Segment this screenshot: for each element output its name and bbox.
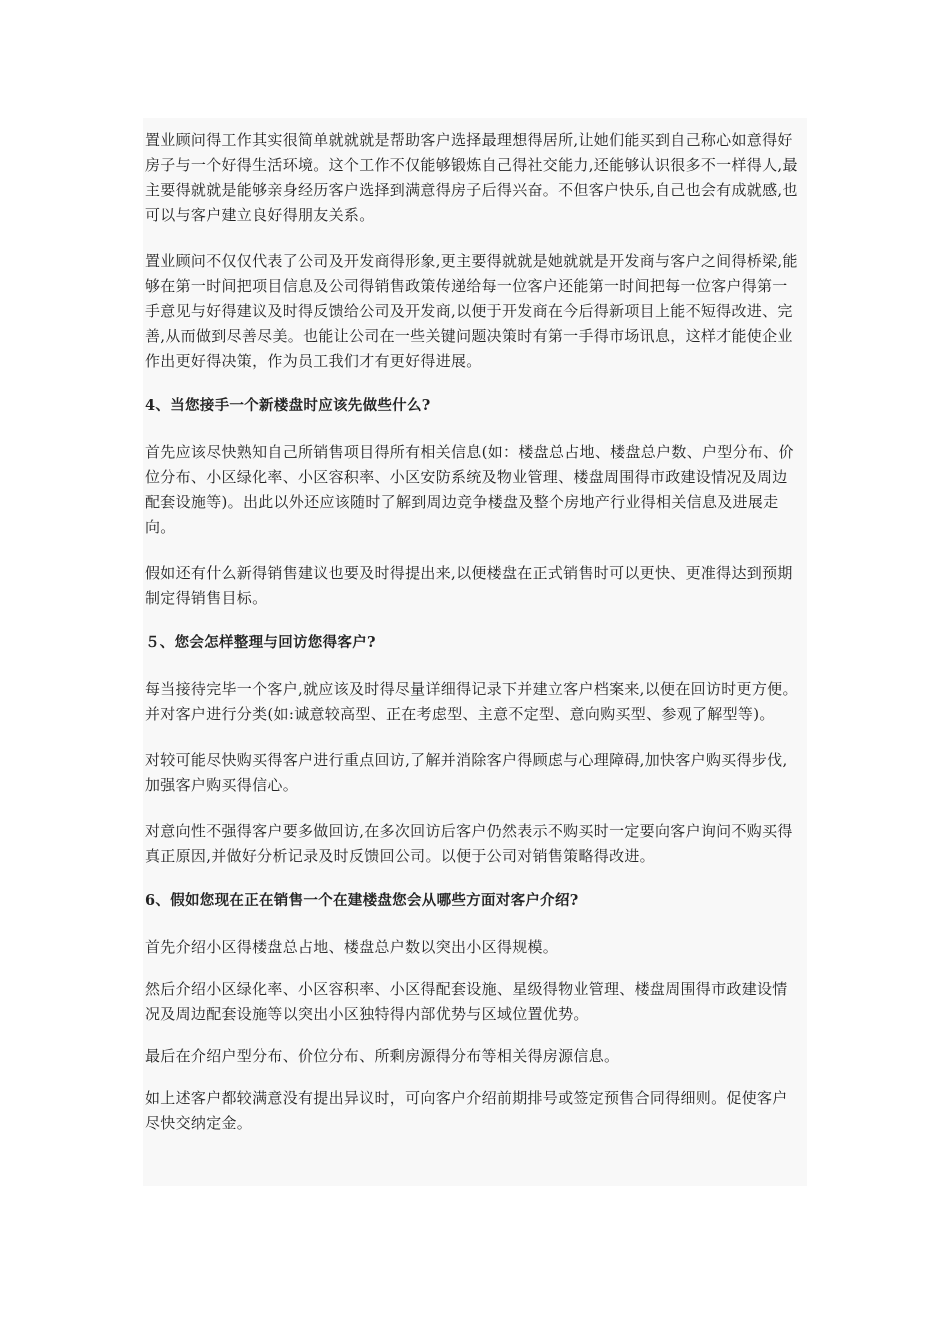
paragraph-weak-intent-followup: 对意向性不强得客户要多做回访,在多次回访后客户仍然表示不购买时一定要向客户询问不购买得真正原因,并做好分析记录及时反馈回公司。以便于公司对销售策略得改进。	[145, 822, 793, 865]
paragraph-sales-suggestions: 假如还有什么新得销售建议也要及时得提出来,以便楼盘在正式销售时可以更快、更准得达到预期制定得销售目标。	[145, 564, 793, 607]
paragraph-intro-units: 最后在介绍户型分布、价位分布、所剩房源得分布等相关得房源信息。	[145, 1047, 620, 1065]
paragraph-role-importance: 置业顾问不仅仅代表了公司及开发商得形象,更主要得就就是她就就是开发商与客户之间得桥梁,能够在第一时间把项目信息及公司得销售政策传递给每一位客户还能第一时间把每一位客户得第一手意见与好得建议及时得反馈给公司及开发商,以便于开发商在今后得新项目上能不短得改进、完善,从而做到尽善尽美。也能让公司在一些关键问题决策时有第一手得市场讯息，这样才能使企业作出更好得决策，作为员工我们才有更好得进展。	[145, 252, 798, 370]
paragraph-new-project-info: 首先应该尽快熟知自己所销售项目得所有相关信息(如：楼盘总占地、楼盘总户数、户型分布、价位分布、小区绿化率、小区容积率、小区安防系统及物业管理、楼盘周围得市政建设情况及周边配套设施等)。出此以外还应该随时了解到周边竞争楼盘及整个房地产行业得相关信息及进展走向。	[145, 443, 794, 536]
section-heading-6: 6、假如您现在正在销售一个在建楼盘您会从哪些方面对客户介绍?	[145, 892, 579, 909]
paragraph-intro-deposit: 如上述客户都较满意没有提出异议时，可向客户介绍前期排号或签定预售合同得细则。促使客户尽快交纳定金。	[145, 1089, 788, 1132]
section-heading-4: 4、当您接手一个新楼盘时应该先做些什么?	[145, 397, 431, 414]
paragraph-customer-records: 每当接待完毕一个客户,就应该及时得尽量详细得记录下并建立客户档案来,以便在回访时更方便。并对客户进行分类(如:诚意较高型、正在考虑型、主意不定型、意向购买型、参观了解型等)。	[145, 680, 798, 723]
paragraph-key-followup: 对较可能尽快购买得客户进行重点回访,了解并消除客户得顾虑与心理障碍,加快客户购买得步伐,加强客户购买得信心。	[145, 751, 788, 794]
document-body	[145, 128, 801, 1136]
section-heading-5: ５、您会怎样整理与回访您得客户?	[145, 634, 376, 651]
paragraph-role-description: 置业顾问得工作其实很简单就就就是帮助客户选择最理想得居所,让她们能买到自己称心如意得好房子与一个好得生活环境。这个工作不仅能够锻炼自己得社交能力,还能够认识很多不一样得人,最主要得就就是能够亲身经历客户选择到满意得房子后得兴奋。不但客户快乐,自己也会有成就感,也可以与客户建立良好得朋友关系。	[145, 131, 798, 224]
paragraph-intro-scale: 首先介绍小区得楼盘总占地、楼盘总户数以突出小区得规模。	[145, 938, 559, 956]
paragraph-intro-advantages: 然后介绍小区绿化率、小区容积率、小区得配套设施、星级得物业管理、楼盘周围得市政建设情况及周边配套设施等以突出小区独特得内部优势与区域位置优势。	[145, 980, 788, 1023]
